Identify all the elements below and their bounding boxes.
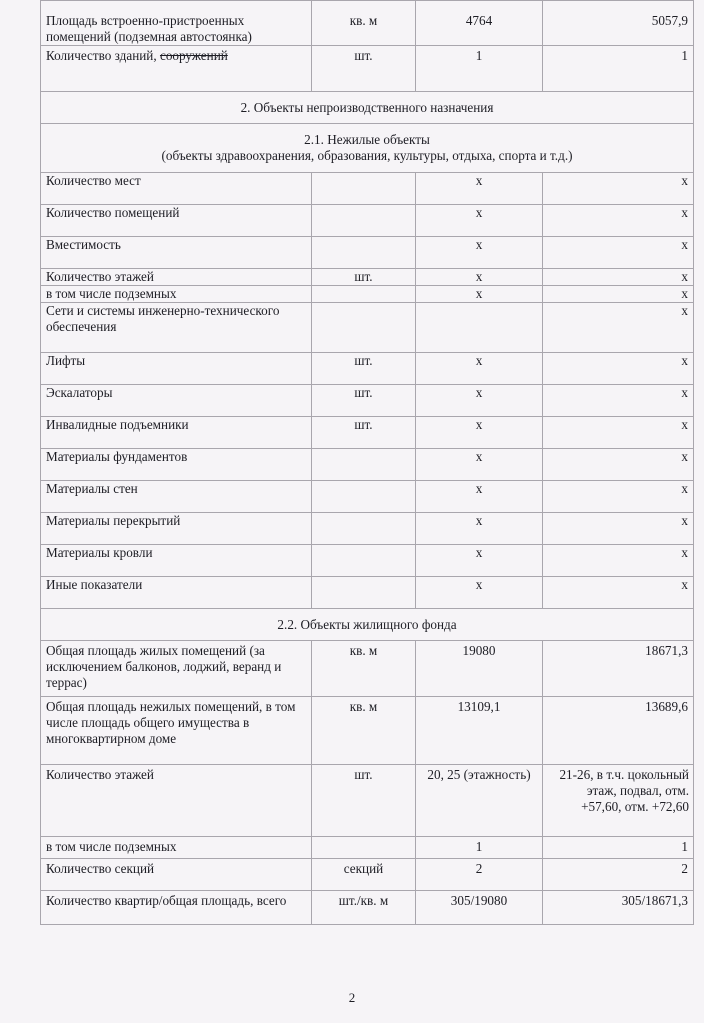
row-actual-value: x: [543, 385, 694, 417]
row-design-value: 13109,1: [416, 697, 543, 765]
row-actual-value: x: [543, 577, 694, 609]
row-label: Иные показатели: [41, 577, 312, 609]
row-unit: кв. м: [312, 1, 416, 46]
row-actual-value: x: [543, 205, 694, 237]
row-label: Общая площадь жилых помещений (за исключением балконов, лоджий, веранд и террас): [41, 641, 312, 697]
row-label: Общая площадь нежилых помещений, в том числе площадь общего имущества в многоквартирном доме: [41, 697, 312, 765]
row-label: Вместимость: [41, 237, 312, 269]
row-label: [41, 46, 312, 92]
row-unit: [312, 837, 416, 859]
row-unit: [312, 545, 416, 577]
row-unit: [312, 577, 416, 609]
row-unit: шт.: [312, 269, 416, 286]
row-unit: шт.: [312, 385, 416, 417]
row-label: Инвалидные подъемники: [41, 417, 312, 449]
row-label: Количество этажей: [41, 765, 312, 837]
row-actual-value: 1: [543, 46, 694, 92]
row-label: в том числе подземных: [41, 286, 312, 303]
row-design-value: x: [416, 481, 543, 513]
row-actual-value: 18671,3: [543, 641, 694, 697]
row-unit: [312, 449, 416, 481]
section-title-line1: 2.1. Нежилые объекты: [304, 132, 430, 147]
row-unit: шт.: [312, 46, 416, 92]
row-unit: кв. м: [312, 697, 416, 765]
row-label: Сети и системы инженерно-технического обеспечения: [41, 303, 312, 353]
table-row: [41, 269, 694, 286]
row-label: Материалы фундаментов: [41, 449, 312, 481]
row-unit: [312, 303, 416, 353]
section-title: 2.2. Объекты жилищного фонда: [41, 609, 694, 641]
row-design-value: 305/19080: [416, 891, 543, 925]
table-row: [41, 859, 694, 891]
row-label: Лифты: [41, 353, 312, 385]
row-label: Количество помещений: [41, 205, 312, 237]
row-actual-value: x: [543, 481, 694, 513]
row-label: Количество этажей: [41, 269, 312, 286]
table-row: [41, 205, 694, 237]
row-design-value: x: [416, 237, 543, 269]
row-unit: шт.: [312, 417, 416, 449]
table-row: [41, 286, 694, 303]
row-actual-value: x: [543, 353, 694, 385]
row-label-main: Количество зданий,: [46, 48, 160, 63]
row-label: Материалы стен: [41, 481, 312, 513]
table-row: [41, 303, 694, 353]
table-row: [41, 237, 694, 269]
table-row: [41, 417, 694, 449]
section-title: 2. Объекты непроизводственного назначения: [41, 92, 694, 124]
table-row: [41, 481, 694, 513]
row-actual-value: x: [543, 303, 694, 353]
table-row: [41, 1, 694, 46]
row-design-value: 19080: [416, 641, 543, 697]
row-unit: шт.: [312, 765, 416, 837]
row-actual-value: x: [543, 417, 694, 449]
row-label: Количество мест: [41, 173, 312, 205]
row-unit: [312, 205, 416, 237]
row-unit: шт./кв. м: [312, 891, 416, 925]
table-row: [41, 46, 694, 92]
row-label: Материалы перекрытий: [41, 513, 312, 545]
row-design-value: 1: [416, 46, 543, 92]
table-row: [41, 513, 694, 545]
row-design-value: x: [416, 577, 543, 609]
section-row: [41, 124, 694, 173]
row-unit: шт.: [312, 353, 416, 385]
row-design-value: x: [416, 449, 543, 481]
row-actual-value: 2: [543, 859, 694, 891]
row-design-value: x: [416, 385, 543, 417]
row-unit: [312, 173, 416, 205]
row-unit: [312, 286, 416, 303]
row-design-value: x: [416, 205, 543, 237]
table-row: [41, 449, 694, 481]
row-unit: секций: [312, 859, 416, 891]
row-actual-value: x: [543, 449, 694, 481]
table-row: [41, 173, 694, 205]
row-actual-value: 1: [543, 837, 694, 859]
row-label: Количество квартир/общая площадь, всего: [41, 891, 312, 925]
row-actual-value: x: [543, 286, 694, 303]
row-design-value: 4764: [416, 1, 543, 46]
row-unit: [312, 481, 416, 513]
row-label: Материалы кровли: [41, 545, 312, 577]
row-actual-value: 305/18671,3: [543, 891, 694, 925]
table-row: [41, 385, 694, 417]
row-design-value: x: [416, 417, 543, 449]
row-label: Эскалаторы: [41, 385, 312, 417]
section-title-line2: (объекты здравоохранения, образования, культуры, отдыха, спорта и т.д.): [161, 148, 573, 163]
row-actual-value: x: [543, 237, 694, 269]
row-design-value: x: [416, 286, 543, 303]
row-label-struck: сооружений: [159, 48, 228, 63]
table-row: [41, 891, 694, 925]
section-row: [41, 92, 694, 124]
row-design-value: x: [416, 269, 543, 286]
table-row: [41, 765, 694, 837]
table-row: [41, 697, 694, 765]
row-design-value: x: [416, 513, 543, 545]
row-unit: [312, 237, 416, 269]
page-number: 2: [348, 990, 356, 1005]
row-actual-value: x: [543, 269, 694, 286]
section-title: [41, 124, 694, 173]
table-row: [41, 641, 694, 697]
row-unit: [312, 513, 416, 545]
row-actual-value: 5057,9: [543, 1, 694, 46]
row-design-value: 2: [416, 859, 543, 891]
row-design-value: x: [416, 353, 543, 385]
row-label: Площадь встроенно-пристроенных помещений (подземная автостоянка): [41, 1, 312, 46]
table-row: [41, 545, 694, 577]
row-actual-value: x: [543, 173, 694, 205]
row-design-value: [416, 303, 543, 353]
row-label: Количество секций: [41, 859, 312, 891]
row-actual-value: 13689,6: [543, 697, 694, 765]
row-unit: кв. м: [312, 641, 416, 697]
row-design-value: 20, 25 (этажность): [416, 765, 543, 837]
table-row: [41, 577, 694, 609]
section-row: [41, 609, 694, 641]
row-actual-value: 21-26, в т.ч. цокольный этаж, подвал, отм. +57,60, отм. +72,60: [543, 765, 694, 837]
row-actual-value: x: [543, 545, 694, 577]
table-row: [41, 837, 694, 859]
indicators-table: [40, 0, 694, 925]
table-row: [41, 353, 694, 385]
row-design-value: x: [416, 173, 543, 205]
row-actual-value: x: [543, 513, 694, 545]
row-design-value: 1: [416, 837, 543, 859]
row-design-value: x: [416, 545, 543, 577]
row-label: в том числе подземных: [41, 837, 312, 859]
